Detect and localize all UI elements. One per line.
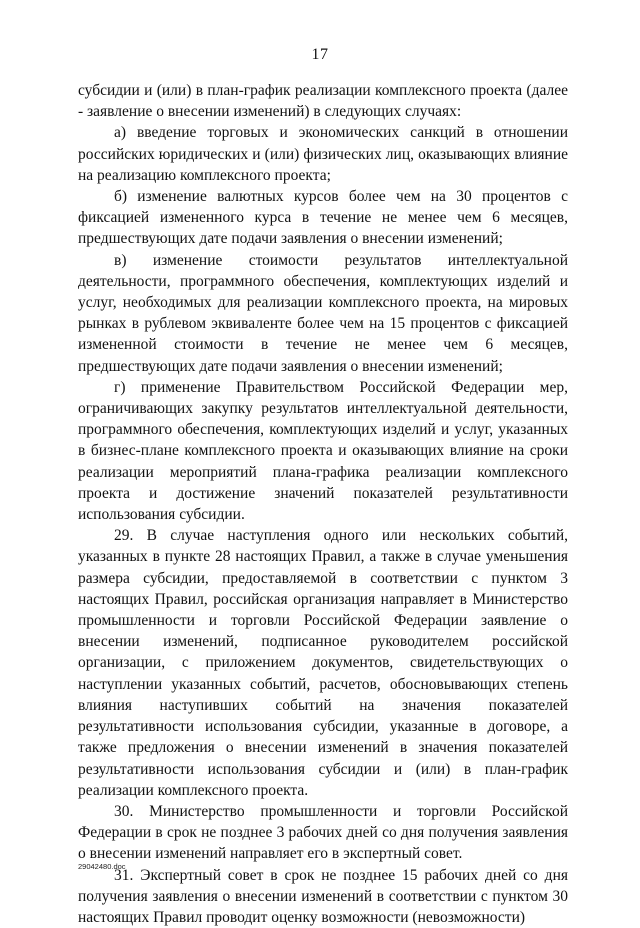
paragraph-intro-continuation: субсидии и (или) в план-график реализации комплексного проекта (далее - заявление о внесении изменений) в следующих случаях: (78, 82, 568, 121)
paragraph-clause-31: 31. Экспертный совет в срок не позднее 15 рабочих дней со дня получения заявления о внесении изменений в соответствии с пунктом 30 настоящих Правил проводит оценку возможности (невозможности) (78, 866, 568, 926)
page-number: 17 (311, 46, 329, 63)
paragraph-item-b: б) изменение валютных курсов более чем на 30 процентов с фиксацией измененного курса в течение не менее чем 6 месяцев, предшествующих дате подачи заявления о внесении изменений; (78, 188, 568, 248)
paragraph-item-a: а) введение торговых и экономических санкций в отношении российских юридических и (или) физических лиц, оказывающих влияние на реализацию комплексного проекта; (78, 124, 568, 184)
document-body (78, 80, 568, 928)
paragraph-clause-29: 29. В случае наступления одного или нескольких событий, указанных в пункте 28 настоящих Правил, а также в случае уменьшения размера субсидии, предоставляемой в соответствии с пунктом 3 настоящих Правил, российская организация направляет в Министерство промышленности и торговли Российской Федерации заявление о внесении изменений, подписанное руководителем российской организации, с приложением документов, свидетельствующих о наступлении указанных событий, расчетов, обосновывающих степень влияния наступивших событий на значения показателей результативности использования субсидии, указанные в договоре, а также предложения о внесении изменений в значения показателей результативности использования субсидии и (или) в план-график реализации комплексного проекта. (78, 527, 568, 799)
paragraph-item-v: в) изменение стоимости результатов интеллектуальной деятельности, программного обеспечения, комплектующих изделий и услуг, необходимых для реализации комплексного проекта, на мировых рынках в рублевом эквиваленте более чем на 15 процентов с фиксацией измененной стоимости в течение не менее чем 6 месяцев, предшествующих дате подачи заявления о внесении изменений; (78, 251, 568, 375)
document-file-reference: 29042480.doc (78, 862, 126, 871)
paragraph-item-g: г) применение Правительством Российской Федерации мер, ограничивающих закупку результатов интеллектуальной деятельности, программного обеспечения, комплектующих изделий и услуг, указанных в бизнес-плане комплексного проекта и оказывающих влияние на сроки реализации мероприятий плана-графика реализации комплексного проекта и достижение значений показателей результативности использования субсидии. (78, 378, 568, 524)
paragraph-clause-30: 30. Министерство промышленности и торговли Российской Федерации в срок не позднее 3 рабочих дней со дня получения заявления о внесении изменений направляет его в экспертный совет. (78, 802, 568, 863)
